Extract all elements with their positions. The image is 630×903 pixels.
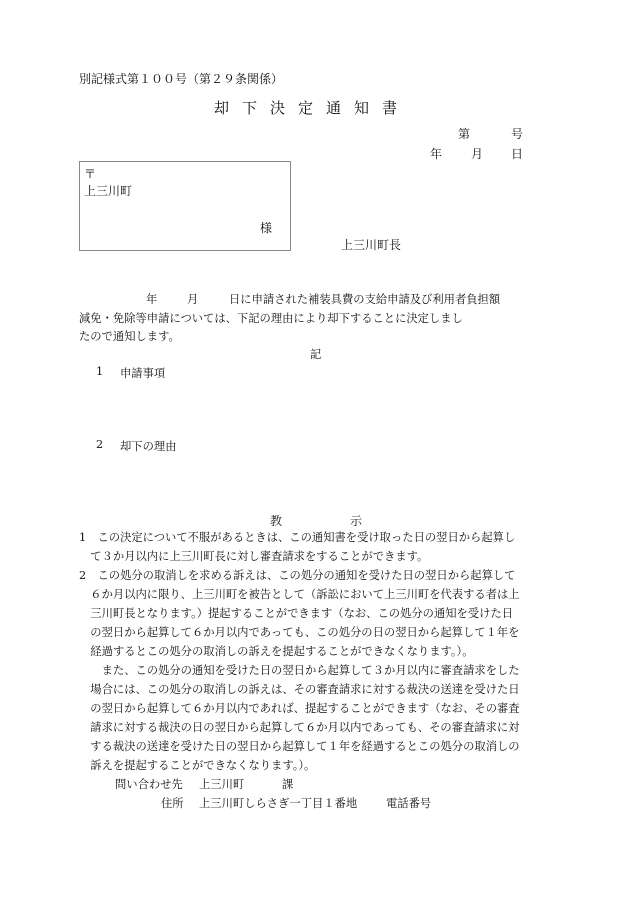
date-year: 年 [430, 147, 443, 161]
recipient-address-box [79, 161, 291, 251]
address-text: 上三川町しらさぎ一丁目１番地 [199, 797, 358, 810]
contact-office: 上三川町 [199, 778, 245, 791]
notice-line: 請求に対する裁決の日の翌日から起算して６か月以内であっても、その審査請求に対 [79, 721, 520, 734]
notice-heading-1: 教 [270, 514, 283, 528]
address-label: 住所 [161, 797, 184, 810]
contact-label: 問い合わせ先 [115, 778, 183, 791]
page-title: 却下決定通知書 [214, 99, 411, 117]
intro-month: 月 [187, 293, 199, 306]
notice-line: の翌日から起算して６か月以内であれば、提起することができます（なお、その審査 [79, 702, 520, 715]
form-number: 別記様式第１００号（第２９条関係） [79, 72, 284, 86]
notice-line: する裁決の送達を受けた日の翌日から起算して１年を経過するとこの処分の取消しの [79, 740, 520, 753]
item-1-number: 1 [96, 365, 104, 378]
notice-line: ６か月以内に限り、上三川町を被告として（訴訟において上三川町を代表する者は上 [79, 588, 520, 601]
doc-number-prefix: 第 [458, 127, 471, 141]
date-day: 日 [511, 147, 524, 161]
notice-line: 1 この決定について不服があるときは、この通知書を受け取った日の翌日から起算し [79, 531, 516, 544]
notice-line: の翌日から起算して６か月以内であっても、この処分の日の翌日から起算して１年を [79, 626, 520, 639]
notice-heading-2: 示 [350, 514, 363, 528]
phone-label: 電話番号 [386, 797, 432, 810]
intro-text: 日に申請された補装具費の支給申請及び利用者負担額 [229, 293, 501, 306]
notice-line: 場合には、この処分の取消しの訴えは、その審査請求に対する裁決の送達を受けた日 [79, 683, 520, 696]
intro-line-3: たので通知します。 [79, 330, 180, 343]
notice-line: 三川町長となります。）提起することができます（なお、この処分の通知を受けた日 [79, 607, 514, 620]
date-month: 月 [471, 147, 484, 161]
item-1-label: 申請事項 [120, 367, 166, 380]
notice-line: 2 この処分の取消しを求める訴えは、この処分の通知を受けた日の翌日から起算して [79, 569, 516, 582]
intro-year: 年 [146, 293, 158, 306]
notice-line: 経過するとこの処分の取消しの訴えを提起することができなくなります。）。 [79, 645, 474, 658]
postal-mark: 〒 [84, 167, 97, 181]
ki-marker: 記 [310, 348, 322, 361]
contact-section: 課 [282, 778, 294, 791]
notice-line: また、この処分の通知を受けた日の翌日から起算して３か月以内に審査請求をした [79, 664, 520, 677]
notice-line: て３か月以内に上三川町長に対し審査請求をすることができます。 [79, 550, 429, 563]
intro-line-2: 減免・免除等申請については、下記の理由により却下することに決定しまし [79, 312, 463, 325]
item-2-number: 2 [96, 438, 104, 451]
recipient-honorific: 様 [260, 221, 273, 235]
notice-line: 訴えを提起することができなくなります。）。 [79, 759, 316, 772]
recipient-town: 上三川町 [84, 184, 133, 198]
sender-name: 上三川町長 [341, 238, 402, 252]
doc-number-suffix: 号 [511, 127, 524, 141]
item-2-label: 却下の理由 [120, 440, 177, 453]
